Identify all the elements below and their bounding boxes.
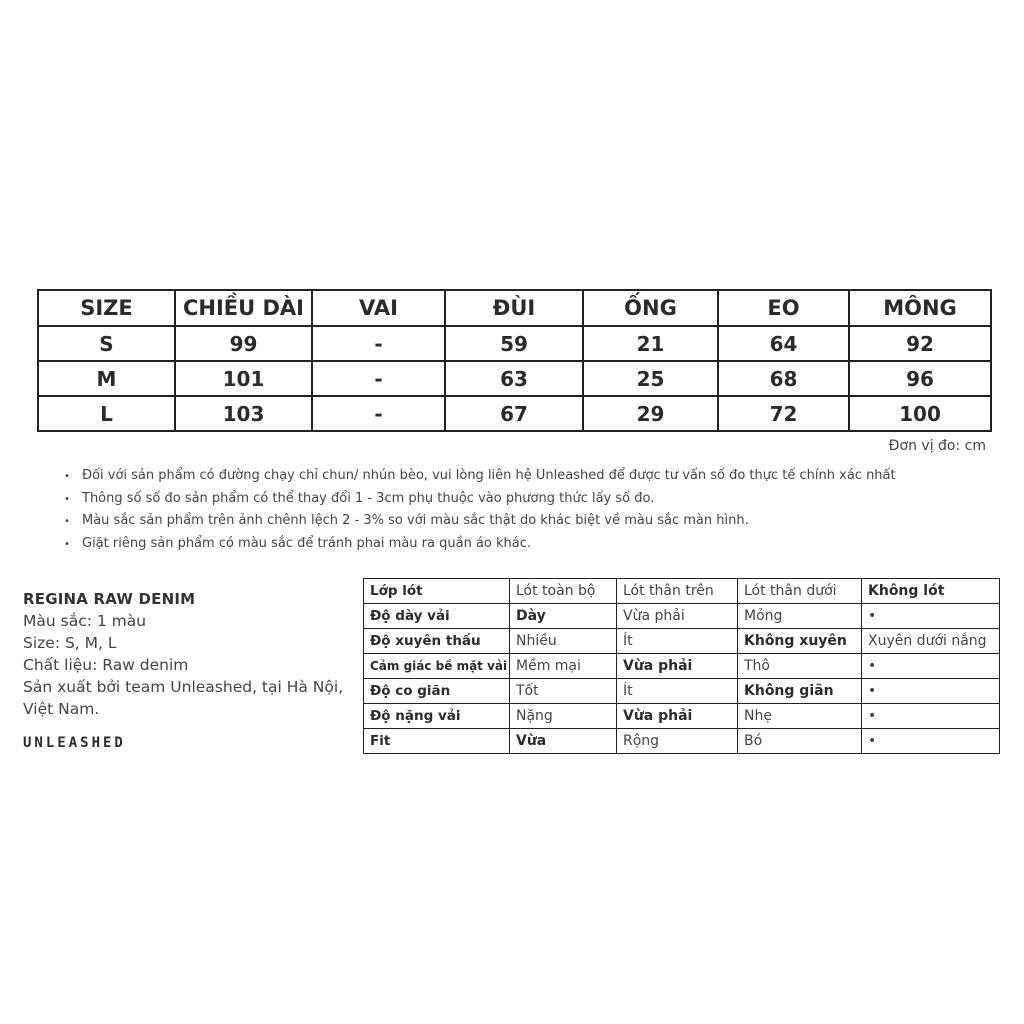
fabric-option-cell: Mềm mại	[510, 654, 617, 679]
fabric-row-label: Lớp lót	[364, 579, 510, 604]
fabric-option-cell: Vừa phải	[617, 654, 738, 679]
fabric-row	[364, 604, 1000, 629]
size-cell: 64	[718, 326, 849, 361]
bullet-icon: •	[64, 471, 70, 482]
fabric-option-cell: Lót thân trên	[617, 579, 738, 604]
size-cell: -	[312, 326, 445, 361]
fabric-row	[364, 629, 1000, 654]
size-cell: 92	[849, 326, 991, 361]
bullet-icon: •	[64, 493, 70, 505]
size-cell: 96	[849, 361, 991, 396]
size-cell: 29	[583, 396, 718, 431]
note-text: Đối với sản phẩm có đường chạy chỉ chun/ nhún bèo, vui lòng liên hệ Unleashed để được tư vấn số đo thực tế chính xác nhất	[82, 468, 896, 483]
bullet-cell: •	[862, 679, 1000, 704]
fabric-option-cell: Không lót	[862, 579, 1000, 604]
size-cell: 103	[175, 396, 312, 431]
size-cell: 101	[175, 361, 312, 396]
size-table-row	[38, 396, 991, 431]
size-cell: -	[312, 396, 445, 431]
fabric-option-cell: Mỏng	[738, 604, 862, 629]
fabric-option-cell: Lót thân dưới	[738, 579, 862, 604]
product-info	[23, 588, 363, 720]
bullet-cell: •	[862, 729, 1000, 754]
fabric-option-cell: Vừa	[510, 729, 617, 754]
fabric-option-cell: Vừa phải	[617, 704, 738, 729]
size-cell: 99	[175, 326, 312, 361]
fabric-option-cell: Vừa phải	[617, 604, 738, 629]
size-cell: M	[38, 361, 175, 396]
size-cell: 59	[445, 326, 583, 361]
fabric-row	[364, 704, 1000, 729]
product-sizes: Size: S, M, L	[23, 634, 117, 652]
fabric-row	[364, 579, 1000, 604]
fabric-row-label: Fit	[364, 729, 510, 754]
note-item	[64, 488, 896, 511]
note-text: Thông số số đo sản phẩm có thể thay đổi 1 - 3cm phụ thuộc vào phương thức lấy số đo.	[82, 490, 655, 506]
product-name: REGINA RAW DENIM	[23, 590, 196, 608]
size-table-header: ĐÙI	[445, 290, 583, 326]
fabric-option-cell: Lót toàn bộ	[510, 579, 617, 604]
size-cell: -	[312, 361, 445, 396]
fabric-row	[364, 729, 1000, 754]
size-cell: 21	[583, 326, 718, 361]
size-table-row	[38, 326, 991, 361]
unit-note: Đơn vị đo: cm	[888, 438, 986, 454]
note-text: Giặt riêng sản phẩm có màu sắc để tránh phai màu ra quần áo khác.	[82, 536, 532, 552]
size-cell: 68	[718, 361, 849, 396]
bullet-cell: •	[862, 654, 1000, 679]
size-table-header: SIZE	[38, 290, 175, 326]
size-table-header-row	[38, 290, 991, 326]
note-item	[64, 465, 896, 488]
size-cell: L	[38, 396, 175, 431]
fabric-row-label: Độ dày vải	[364, 604, 510, 629]
fabric-option-cell: Nặng	[510, 704, 617, 729]
care-notes-list	[64, 465, 896, 556]
size-table-header: VAI	[312, 290, 445, 326]
note-item	[64, 533, 896, 556]
fabric-option-cell: Bó	[738, 729, 862, 754]
fabric-row-label: Độ xuyên thấu	[364, 629, 510, 654]
fabric-option-cell: Dày	[510, 604, 617, 629]
size-table-header: MÔNG	[849, 290, 991, 326]
bullet-icon: •	[64, 539, 70, 551]
fabric-option-cell: Xuyên dưới nắng	[862, 629, 1000, 654]
bullet-cell: •	[862, 704, 1000, 729]
bullet-cell: •	[862, 604, 1000, 629]
fabric-option-cell: Ít	[617, 679, 738, 704]
fabric-option-cell: Thô	[738, 654, 862, 679]
size-chart-table	[37, 289, 992, 432]
fabric-option-cell: Rộng	[617, 729, 738, 754]
size-table-row	[38, 361, 991, 396]
fabric-row-label: Cảm giác bề mặt vải	[364, 654, 510, 679]
fabric-option-cell: Tốt	[510, 679, 617, 704]
size-table-header: CHIỀU DÀI	[175, 290, 312, 326]
size-table-header: ỐNG	[583, 290, 718, 326]
fabric-row-label: Độ co giãn	[364, 679, 510, 704]
fabric-option-cell: Nhiều	[510, 629, 617, 654]
product-color: Màu sắc: 1 màu	[23, 612, 147, 630]
note-item	[64, 510, 896, 533]
size-cell: 63	[445, 361, 583, 396]
note-text: Màu sắc sản phẩm trên ảnh chênh lệch 2 - 3% so với màu sắc thật do khác biệt về màu sắc màn hình.	[82, 513, 749, 529]
fabric-option-cell: Không xuyên	[738, 629, 862, 654]
product-origin: Sản xuất bởi team Unleashed, tại Hà Nội, Việt Nam.	[23, 678, 344, 718]
fabric-option-cell: Nhẹ	[738, 704, 862, 729]
size-cell: 72	[718, 396, 849, 431]
fabric-row-label: Độ nặng vải	[364, 704, 510, 729]
size-cell: S	[38, 326, 175, 361]
product-material: Chất liệu: Raw denim	[23, 656, 189, 674]
size-cell: 100	[849, 396, 991, 431]
bullet-icon: •	[64, 516, 70, 528]
fabric-row	[364, 654, 1000, 679]
size-cell: 25	[583, 361, 718, 396]
fabric-option-cell: Không giãn	[738, 679, 862, 704]
brand-logo: UNLEASHED	[23, 735, 126, 751]
fabric-row	[364, 679, 1000, 704]
fabric-properties-table	[363, 578, 1000, 754]
size-cell: 67	[445, 396, 583, 431]
size-table-header: EO	[718, 290, 849, 326]
fabric-option-cell: Ít	[617, 629, 738, 654]
